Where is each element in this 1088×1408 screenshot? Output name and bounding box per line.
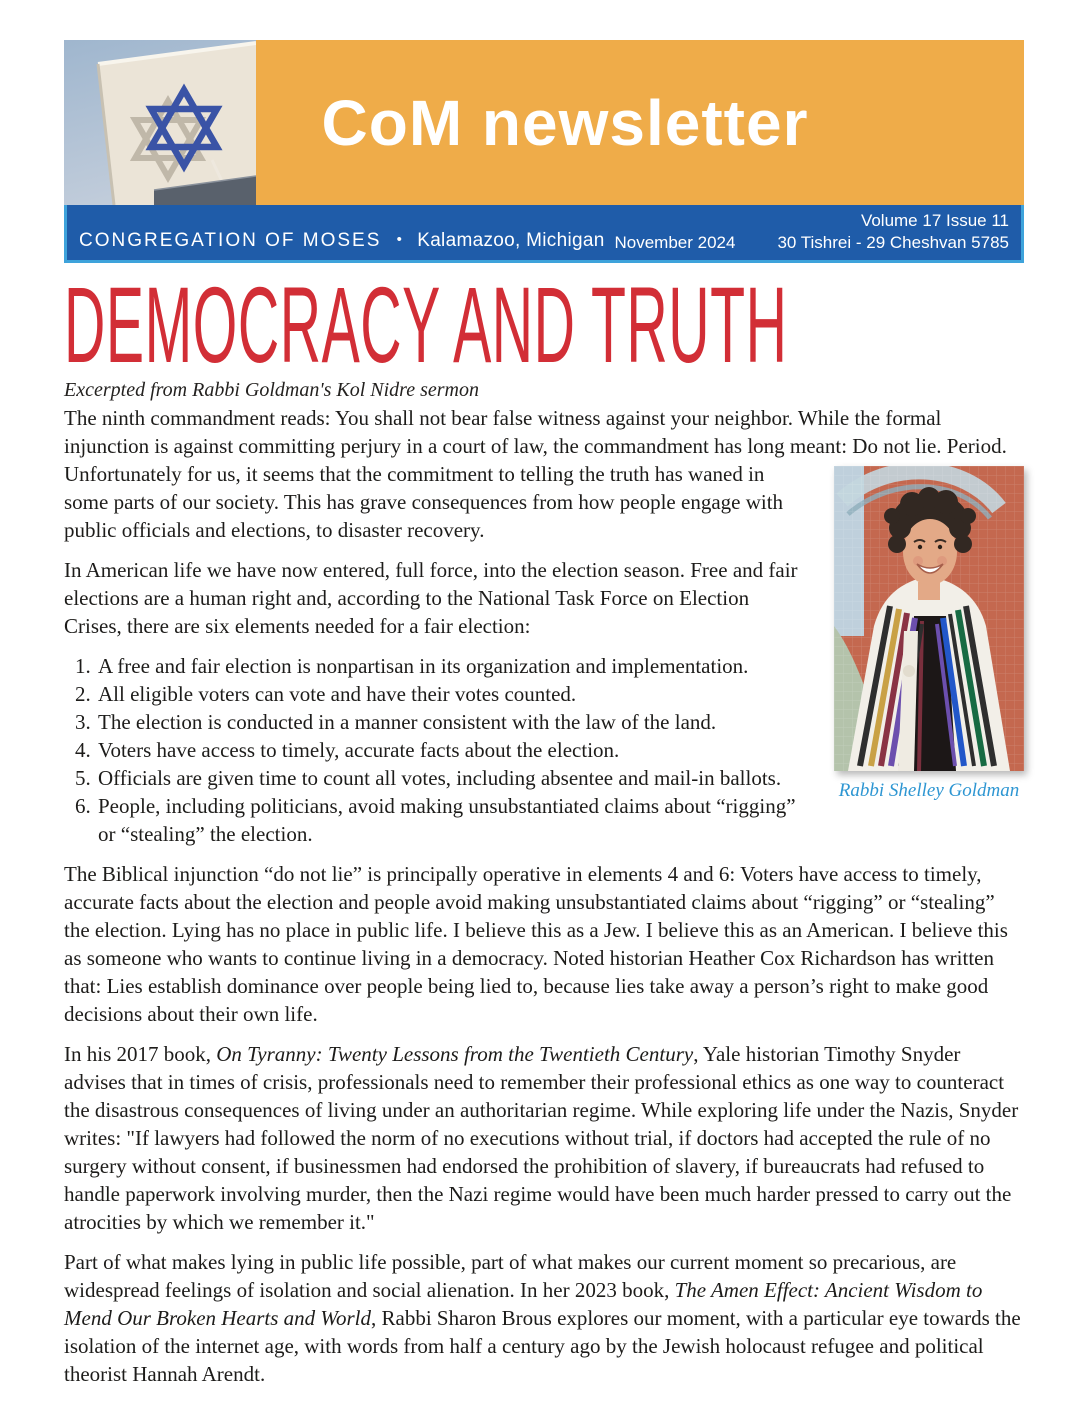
book-title: The Amen Effect: Ancient Wisdom to Mend Our Broken Hearts and World: [64, 1278, 983, 1330]
list-item: 6. People, including politicians, avoid making unsubstantiated claims about “rigging” or “stealing” the election.: [96, 792, 1024, 848]
org-name: CONGREGATION OF MOSES: [79, 230, 382, 251]
org-identity: [79, 230, 605, 254]
issue-dates: [614, 232, 1009, 254]
list-item: 5. Officials are given time to count all votes, including absentee and mail-in ballots.: [96, 764, 1024, 792]
bullet-separator: •: [396, 231, 402, 248]
gregorian-date: November 2024: [614, 233, 736, 252]
paragraph-5: [64, 1248, 1024, 1388]
article-title: DEMOCRACY AND TRUTH: [64, 264, 788, 385]
text-segment: In his 2017 book,: [64, 1042, 217, 1066]
org-bar: [64, 205, 1024, 263]
article-body: [64, 404, 1024, 1388]
book-title: On Tyranny: Twenty Lessons from the Twentieth Century: [216, 1042, 694, 1066]
list-item: 2. All eligible voters can vote and have their votes counted.: [96, 680, 1024, 708]
volume-issue: Volume 17 Issue 11: [860, 211, 1009, 230]
text-segment: Part of what makes lying in public life possible, part of what makes our current moment so precarious, are widespread feelings of isolation and social alienation. In her 2023 book,: [64, 1250, 957, 1302]
hebrew-date: 30 Tishrei - 29 Cheshvan 5785: [777, 233, 1009, 252]
list-item: 4. Voters have access to timely, accurate facts about the election.: [96, 736, 1024, 764]
article-subtitle: Excerpted from Rabbi Goldman's Kol Nidre sermon: [64, 379, 479, 401]
rabbi-photo-figure: [834, 466, 1024, 805]
rabbi-photo-image: [834, 466, 1024, 771]
paragraph-3: The Biblical injunction “do not lie” is principally operative in elements 4 and 6: Voters have access to timely, accurate facts about the election and people avoid making unsubstantiated claims about “rigging” or “stealing” the election. Lying has no place in public life. I believe this as a Jew. I believe this as an American. I believe this as someone who wants to continue living in a democracy. Noted historian Heather Cox Richardson has written that: Lies establish dominance over people being lied to, because lies take away a person’s right to make good decisions about their own life.: [64, 862, 1008, 1026]
masthead-title: CoM newsletter: [321, 86, 809, 159]
text-segment: , Yale historian Timothy Snyder advises that in times of crisis, professionals need to remember their professional ethics as one way to counteract the disastrous consequences of living under an authoritarian regime. While exploring life under the Nazis, Snyder writes: "If lawyers had followed the norm of no executions without trial, if doctors had accepted the rule of no surgery without consent, if businessmen had endorsed the prohibition of slavery, if bureaucrats had refused to handle paperwork involving murder, then the Nazi regime would have been much harder pressed to carry out the atrocities by which we remember it.": [64, 1042, 1019, 1234]
masthead: [64, 40, 1024, 205]
paragraph-2: In American life we have now entered, full force, into the election season. Free and fair elections are a human right and, according to the National Task Force on Election Crises, there are six elements needed for a fair election:: [64, 558, 798, 638]
article: [64, 264, 1024, 1388]
issue-info: [614, 210, 1009, 254]
photo-caption: Rabbi Shelley Goldman: [838, 780, 1020, 801]
paragraph-4: [64, 1040, 1024, 1236]
org-location: Kalamazoo, Michigan: [417, 230, 605, 251]
masthead-banner: [256, 40, 1024, 205]
paragraph-1-rest: Unfortunately for us, it seems that the commitment to telling the truth has waned in some parts of our society. This has grave consequences from how people engage with public officials and elections, to disaster recovery.: [64, 462, 784, 542]
synagogue-photo-image: [64, 40, 256, 205]
text-segment: , Rabbi Sharon Brous explores our moment, with a particular eye towards the isolation of the internet age, with words from half a century ago by the Jewish holocaust refugee and political theorist Hannah Arendt.: [64, 1306, 1021, 1386]
list-item: 3. The election is conducted in a manner consistent with the law of the land.: [96, 708, 1024, 736]
synagogue-photo: [64, 40, 256, 205]
list-item: 1. A free and fair election is nonpartisan in its organization and implementation.: [96, 652, 1024, 680]
paragraph-1-lead: The ninth commandment reads: You shall not bear false witness against your neighbor. While the formal injunction is against committing perjury in a court of law, the commandment has long meant: Do not lie. Period.: [64, 406, 1007, 458]
rabbi-photo: [834, 466, 1024, 771]
